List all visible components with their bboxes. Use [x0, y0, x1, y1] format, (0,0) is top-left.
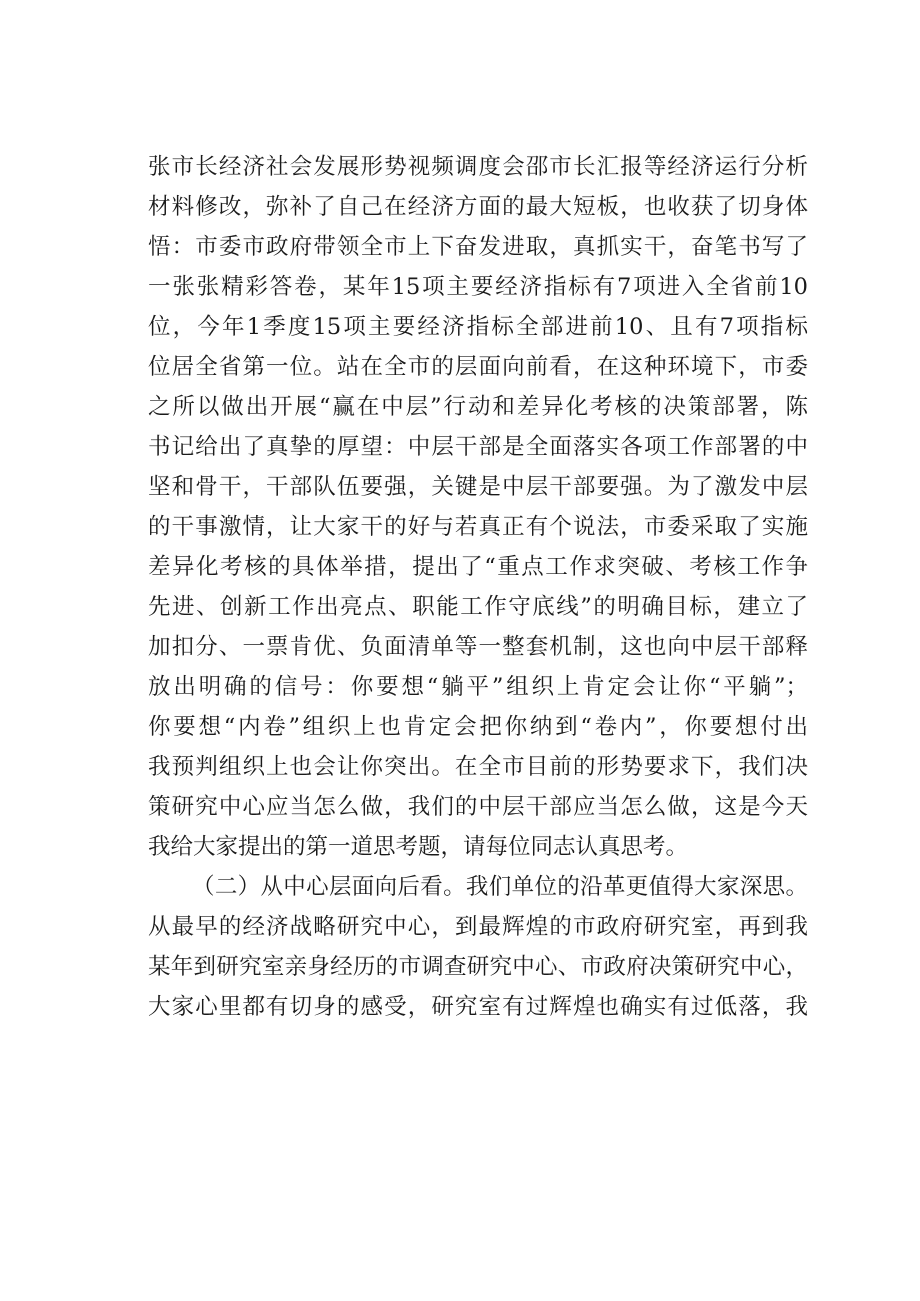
text-line-13: 加扣分、一票肯优、负面清单等一整套机制，这也向中层干部释	[148, 634, 808, 660]
text-line-14: 放出明确的信号：你要想“躺平”组织上肯定会让你“平躺”；	[148, 674, 808, 700]
text-line-7: 之所以做出开展“赢在中层”行动和差异化考核的决策部署，陈	[148, 394, 808, 420]
text-line-22: 大家心里都有切身的感受，研究室有过辉煌也确实有过低落，我	[148, 994, 808, 1020]
text-line-21: 某年到研究室亲身经历的市调查研究中心、市政府决策研究中心，	[148, 954, 808, 980]
text-line-2: 材料修改，弥补了自己在经济方面的最大短板，也收获了切身体	[148, 194, 808, 220]
text-line-9: 坚和骨干，干部队伍要强，关键是中层干部要强。为了激发中层	[148, 474, 808, 500]
text-line-20: 从最早的经济战略研究中心，到最辉煌的市政府研究室，再到我	[148, 914, 808, 940]
body-text	[148, 147, 808, 1027]
text-line-4: 一张张精彩答卷，某年15项主要经济指标有7项进入全省前10	[148, 274, 808, 300]
text-line-18: 我给大家提出的第一道思考题，请每位同志认真思考。	[148, 834, 689, 860]
section-heading-line: （二）从中心层面向后看。我们单位的沿革更值得大家深思。	[192, 874, 808, 900]
text-line-11: 差异化考核的具体举措，提出了“重点工作求突破、考核工作争	[148, 554, 808, 580]
text-line-6: 位居全省第一位。站在全市的层面向前看，在这种环境下，市委	[148, 354, 808, 380]
text-line-1: 张市长经济社会发展形势视频调度会邵市长汇报等经济运行分析	[148, 154, 808, 180]
text-line-3: 悟：市委市政府带领全市上下奋发进取，真抓实干，奋笔书写了	[148, 234, 808, 260]
text-line-5: 位，今年1季度15项主要经济指标全部进前10、且有7项指标	[148, 314, 808, 340]
text-line-16: 我预判组织上也会让你突出。在全市目前的形势要求下，我们决	[148, 754, 808, 780]
text-line-10: 的干事激情，让大家干的好与若真正有个说法，市委采取了实施	[148, 514, 808, 540]
text-line-8: 书记给出了真挚的厚望：中层干部是全面落实各项工作部署的中	[148, 434, 808, 460]
text-line-12: 先进、创新工作出亮点、职能工作守底线”的明确目标，建立了	[148, 594, 808, 620]
text-line-15: 你要想“内卷”组织上也肯定会把你纳到“卷内”，你要想付出	[148, 714, 808, 740]
text-line-17: 策研究中心应当怎么做，我们的中层干部应当怎么做，这是今天	[148, 794, 808, 820]
